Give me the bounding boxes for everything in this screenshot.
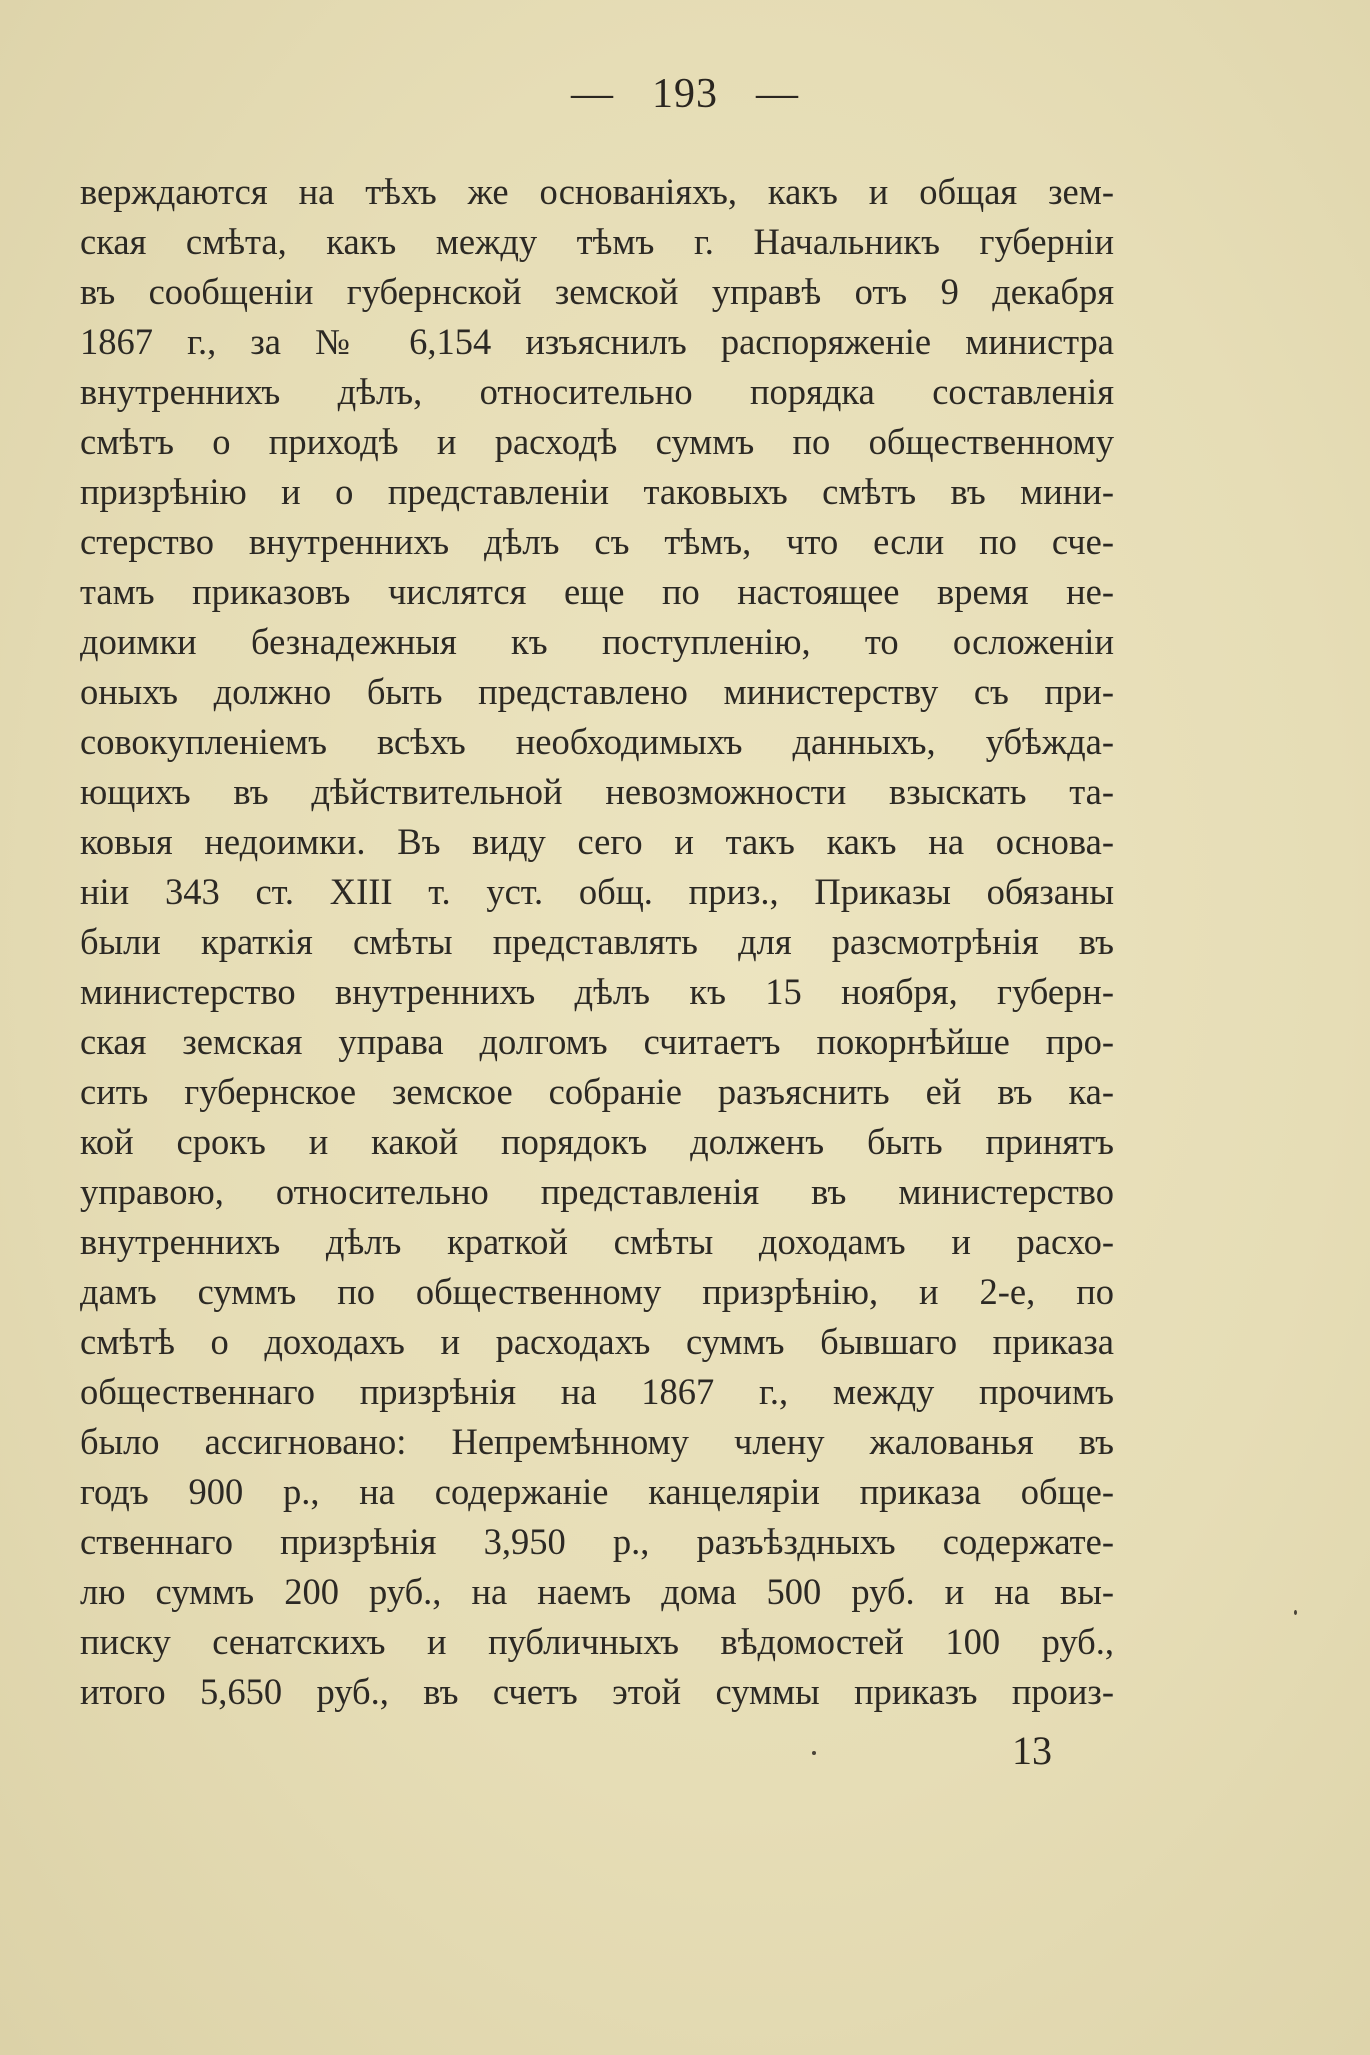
- text-line: кой срокъ и какой порядокъ долженъ быть принятъ: [80, 1121, 1114, 1162]
- text-line: было ассигновано: Непремѣнному члену жалованья въ: [80, 1421, 1114, 1462]
- text-line: годъ 900 р., на содержаніе канцеляріи приказа обще-: [80, 1471, 1114, 1512]
- body-text: [80, 167, 1114, 1717]
- text-line: оныхъ должно быть представлено министерству съ при-: [80, 671, 1114, 712]
- print-speck: [1294, 1610, 1297, 1615]
- text-line: общественнаго призрѣнія на 1867 г., между прочимъ: [80, 1371, 1114, 1412]
- signature-mark: 13: [1012, 1728, 1052, 1773]
- text-line: дамъ суммъ по общественному призрѣнію, и 2-е, по: [80, 1271, 1114, 1312]
- text-line: смѣтѣ о доходахъ и расходахъ суммъ бывшаго приказа: [80, 1321, 1114, 1362]
- header-dash-left: —: [571, 71, 614, 117]
- text-line: верждаются на тѣхъ же основаніяхъ, какъ и общая зем-: [80, 171, 1114, 212]
- text-line: итого 5,650 руб., въ счетъ этой суммы приказъ произ-: [80, 1671, 1114, 1712]
- text-line: доимки безнадежныя къ поступленію, то осложеніи: [80, 621, 1114, 662]
- text-line: ская земская управа долгомъ считаетъ покорнѣйше про-: [80, 1021, 1114, 1062]
- text-line: ніи 343 ст. XIII т. уст. общ. приз., Приказы обязаны: [80, 871, 1114, 912]
- text-line: призрѣнію и о представленіи таковыхъ смѣтъ въ мини-: [80, 471, 1114, 512]
- text-line: ская смѣта, какъ между тѣмъ г. Начальникъ губерніи: [80, 221, 1114, 262]
- header-dash-right: —: [756, 71, 799, 117]
- page-number: 193: [652, 71, 718, 117]
- print-speck: [812, 1751, 816, 1755]
- text-line: внутреннихъ дѣлъ, относительно порядка составленія: [80, 371, 1114, 412]
- text-line: ющихъ въ дѣйствительной невозможности взыскать та-: [80, 771, 1114, 812]
- text-line: внутреннихъ дѣлъ краткой смѣты доходамъ и расхо-: [80, 1221, 1114, 1262]
- text-line: стерство внутреннихъ дѣлъ съ тѣмъ, что если по сче-: [80, 521, 1114, 562]
- text-line: были краткія смѣты представлять для разсмотрѣнія въ: [80, 921, 1114, 962]
- text-line: управою, относительно представленія въ министерство: [80, 1171, 1114, 1212]
- text-line: тамъ приказовъ числятся еще по настоящее время не-: [80, 571, 1114, 612]
- text-line: въ сообщеніи губернской земской управѣ отъ 9 декабря: [80, 271, 1114, 312]
- text-line: совокупленіемъ всѣхъ необходимыхъ данныхъ, убѣжда-: [80, 721, 1114, 762]
- text-line: сить губернское земское собраніе разъяснить ей въ ка-: [80, 1071, 1114, 1112]
- text-line: ковыя недоимки. Въ виду сего и такъ какъ на основа-: [80, 821, 1114, 862]
- text-line: ственнаго призрѣнія 3,950 р., разъѣздныхъ содержате-: [80, 1521, 1114, 1562]
- text-line: писку сенатскихъ и публичныхъ вѣдомостей 100 руб.,: [80, 1621, 1114, 1662]
- text-line: министерство внутреннихъ дѣлъ къ 15 ноября, губерн-: [80, 971, 1114, 1012]
- page-header: [0, 70, 1370, 118]
- text-line: смѣтъ о приходѣ и расходѣ суммъ по общественному: [80, 421, 1114, 462]
- text-line: лю суммъ 200 руб., на наемъ дома 500 руб. и на вы-: [80, 1571, 1114, 1612]
- text-line: 1867 г., за № 6,154 изъяснилъ распоряженіе министра: [80, 321, 1114, 362]
